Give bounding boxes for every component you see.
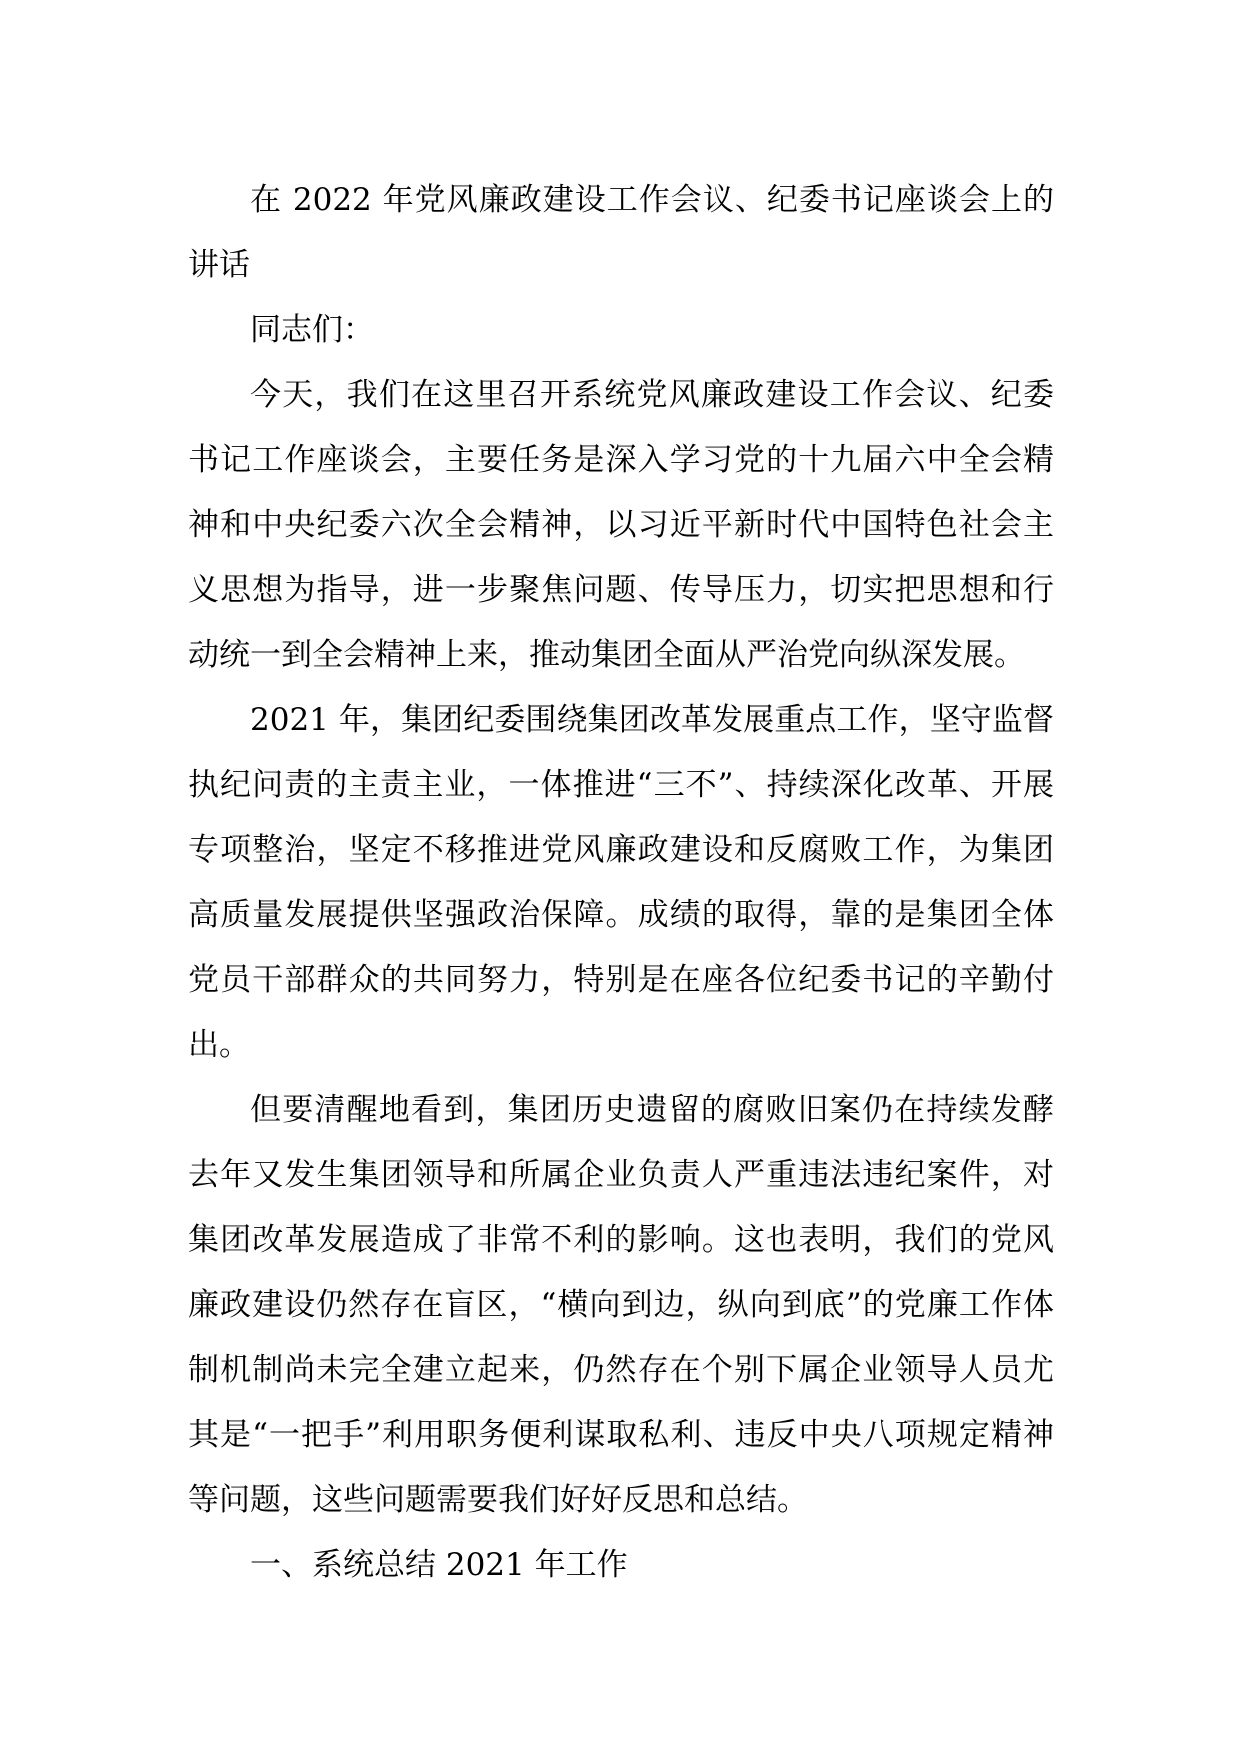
section-heading: 一、系统总结 2021 年工作	[250, 1547, 628, 1583]
speech-title: 在 2022 年党风廉政建设工作会议、纪委书记座谈会上的讲话	[188, 182, 1054, 283]
salutation: 同志们：	[250, 312, 374, 348]
paragraph-achievements: 2021 年，集团纪委围绕集团改革发展重点工作，坚守监督执纪问责的主责主业，一体推进“三不”、持续深化改革、开展专项整治，坚定不移推进党风廉政建设和反腐败工作，为集团高质量发展提供坚强政治保障。成绩的取得，靠的是集团全体党员干部群众的共同努力，特别是在座各位纪委书记的辛勤付出。	[188, 702, 1054, 1063]
document-body	[188, 168, 1054, 1598]
paragraph-problems: 但要清醒地看到，集团历史遗留的腐败旧案仍在持续发酵去年又发生集团领导和所属企业负责人严重违法违纪案件，对集团改革发展造成了非常不利的影响。这也表明，我们的党风廉政建设仍然存在盲区，“横向到边，纵向到底”的党廉工作体制机制尚未完全建立起来，仍然存在个别下属企业领导人员尤其是“一把手”利用职务便利谋取私利、违反中央八项规定精神等问题，这些问题需要我们好好反思和总结。	[188, 1092, 1054, 1518]
paragraph-intro: 今天，我们在这里召开系统党风廉政建设工作会议、纪委书记工作座谈会，主要任务是深入学习党的十九届六中全会精神和中央纪委六次全会精神，以习近平新时代中国特色社会主义思想为指导，进一步聚焦问题、传导压力，切实把思想和行动统一到全会精神上来，推动集团全面从严治党向纵深发展。	[188, 377, 1054, 673]
